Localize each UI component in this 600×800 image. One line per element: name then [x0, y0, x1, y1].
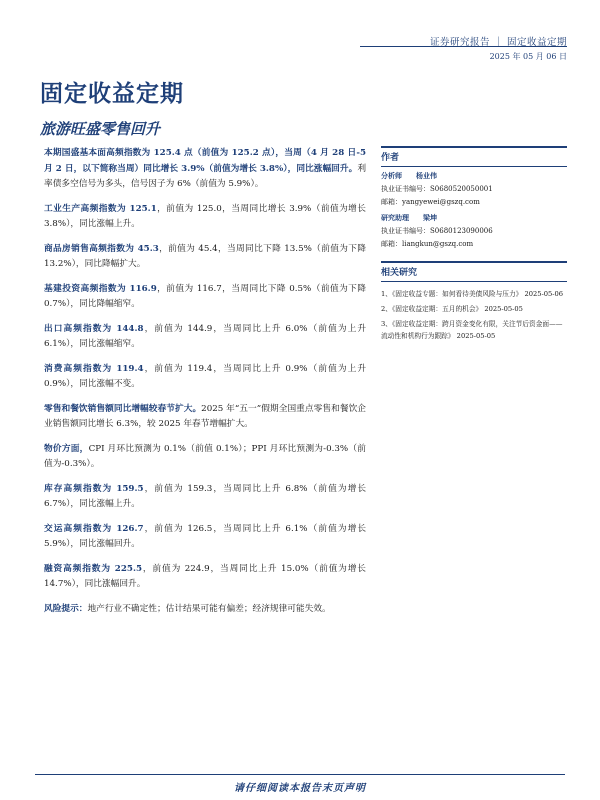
summary-paragraph — [44, 322, 366, 353]
para-text: ，前值为 159.3，当周同比上升 6.8%（前值为增长 6.7%），同比涨幅上升。 — [44, 483, 366, 509]
cert-number: S0680123090006 — [430, 227, 493, 235]
para-text: 2025 年“五一”假期全国重点零售和餐饮企业销售额同比增长 6.3%，较 2025 年春节增幅扩大。 — [44, 403, 366, 429]
author-analyst — [381, 169, 567, 209]
related-list — [381, 288, 567, 342]
author-role: 研究助理 — [381, 213, 409, 222]
para-lead: 融资高频指数为 225.5 — [44, 563, 143, 574]
related-item[interactable]: 2、《固定收益定期：五月的机会》 2025-05-05 — [381, 305, 523, 313]
para-lead: 零售和餐饮销售额同比增幅较春节扩大。 — [44, 403, 202, 414]
para-text: ，前值为 119.4，当周同比上升 0.9%（前值为上升 0.9%），同比涨幅不变。 — [44, 363, 366, 389]
para-lead: 库存高频指数为 159.5 — [44, 483, 144, 494]
authors-heading: 作者 — [381, 146, 567, 167]
summary-paragraph — [44, 362, 366, 393]
para-lead: 出口高频指数为 144.8 — [44, 323, 144, 334]
author-email[interactable]: liangkun@gszq.com — [402, 240, 474, 248]
email-label: 邮箱： — [381, 198, 402, 206]
para-text: ，前值为 224.9，当周同比上升 15.0%（前值为增长 14.7%），同比涨幅回升。 — [44, 563, 366, 589]
para-text: 地产行业不确定性；估计结果可能有偏差；经济规律可能失效。 — [87, 603, 331, 614]
summary-paragraph — [44, 242, 366, 273]
header-tags: 证券研究报告 ｜ 固定收益定期 — [429, 37, 567, 48]
summary-paragraph — [44, 522, 366, 553]
report-date: 2025 年 05 月 06 日 — [489, 52, 567, 61]
related-item[interactable]: 3、《固定收益定期：跨月资金变化有限，关注节后资金面——流动性和机构行为跟踪》 2025-05-05 — [381, 320, 563, 340]
para-lead: 工业生产高频指数为 125.1 — [44, 203, 157, 214]
footer-disclaimer: 请仔细阅读本报告末页声明 — [234, 783, 366, 794]
para-text: ，前值为 45.4，当周同比下降 13.5%（前值为下降 13.2%），同比降幅扩大。 — [44, 243, 366, 269]
author-role: 分析师 — [381, 171, 402, 180]
report-subtitle: 旅游旺盛零售回升 — [40, 120, 161, 138]
summary-paragraph — [44, 146, 366, 193]
email-label: 邮箱： — [381, 240, 402, 248]
cert-label: 执业证书编号： — [381, 185, 430, 193]
summary-body — [44, 146, 366, 626]
summary-paragraph — [44, 562, 366, 593]
para-lead: 物价方面， — [44, 443, 89, 454]
para-lead: 基建投资高频指数为 116.9 — [44, 283, 157, 294]
header-divider — [360, 46, 567, 47]
para-text: ，前值为 126.5，当周同比上升 6.1%（前值为增长 5.9%），同比涨幅回升。 — [44, 523, 366, 549]
para-lead: 商品房销售高频指数为 45.3 — [44, 243, 159, 254]
para-lead: 本期国盛基本面高频指数为 125.4 点（前值为 125.2 点），当周（4 月 28 日-5 月 2 日，以下简称当周）同比增长 3.9%（前值为增长 3.8%），同比涨幅回升。 — [44, 148, 366, 174]
related-item[interactable]: 1、《固定收益专题：如何看待美债风险与压力》 2025-05-06 — [381, 290, 564, 298]
para-text: ，前值为 144.9，当周同比上升 6.0%（前值为上升 6.1%），同比涨幅缩窄。 — [44, 323, 366, 349]
para-text: 利率债多空信号为多头，信号因子为 6%（前值为 5.9%）。 — [44, 163, 366, 189]
summary-paragraph — [44, 402, 366, 433]
summary-paragraph — [44, 482, 366, 513]
author-name: 杨业伟 — [416, 171, 437, 180]
report-title: 固定收益定期 — [40, 80, 184, 107]
cert-label: 执业证书编号： — [381, 227, 430, 235]
author-email[interactable]: yangyewei@gszq.com — [402, 198, 480, 206]
author-name: 梁坤 — [423, 213, 437, 222]
para-lead: 交运高频指数为 126.7 — [44, 523, 144, 534]
para-text: ，前值为 116.7，当周同比下降 0.5%（前值为下降 0.7%），同比降幅缩窄。 — [44, 283, 366, 309]
para-lead: 消费高频指数为 119.4 — [44, 363, 144, 374]
para-text: CPI 月环比预测为 0.1%（前值 0.1%）；PPI 月环比预测为-0.3%（前值为-0.3%）。 — [44, 443, 366, 469]
para-lead: 风险提示： — [44, 603, 88, 614]
author-assistant — [381, 211, 567, 251]
para-text: ，前值为 125.0，当周同比增长 3.9%（前值为增长 3.8%），同比涨幅上升。 — [44, 203, 366, 229]
summary-paragraph — [44, 442, 366, 473]
summary-paragraph — [44, 202, 366, 233]
summary-paragraph — [44, 282, 366, 313]
footer-divider — [35, 774, 565, 775]
risk-warning — [44, 602, 366, 618]
cert-number: S0680520050001 — [430, 185, 493, 193]
related-heading: 相关研究 — [381, 261, 567, 282]
sidebar — [381, 146, 567, 345]
